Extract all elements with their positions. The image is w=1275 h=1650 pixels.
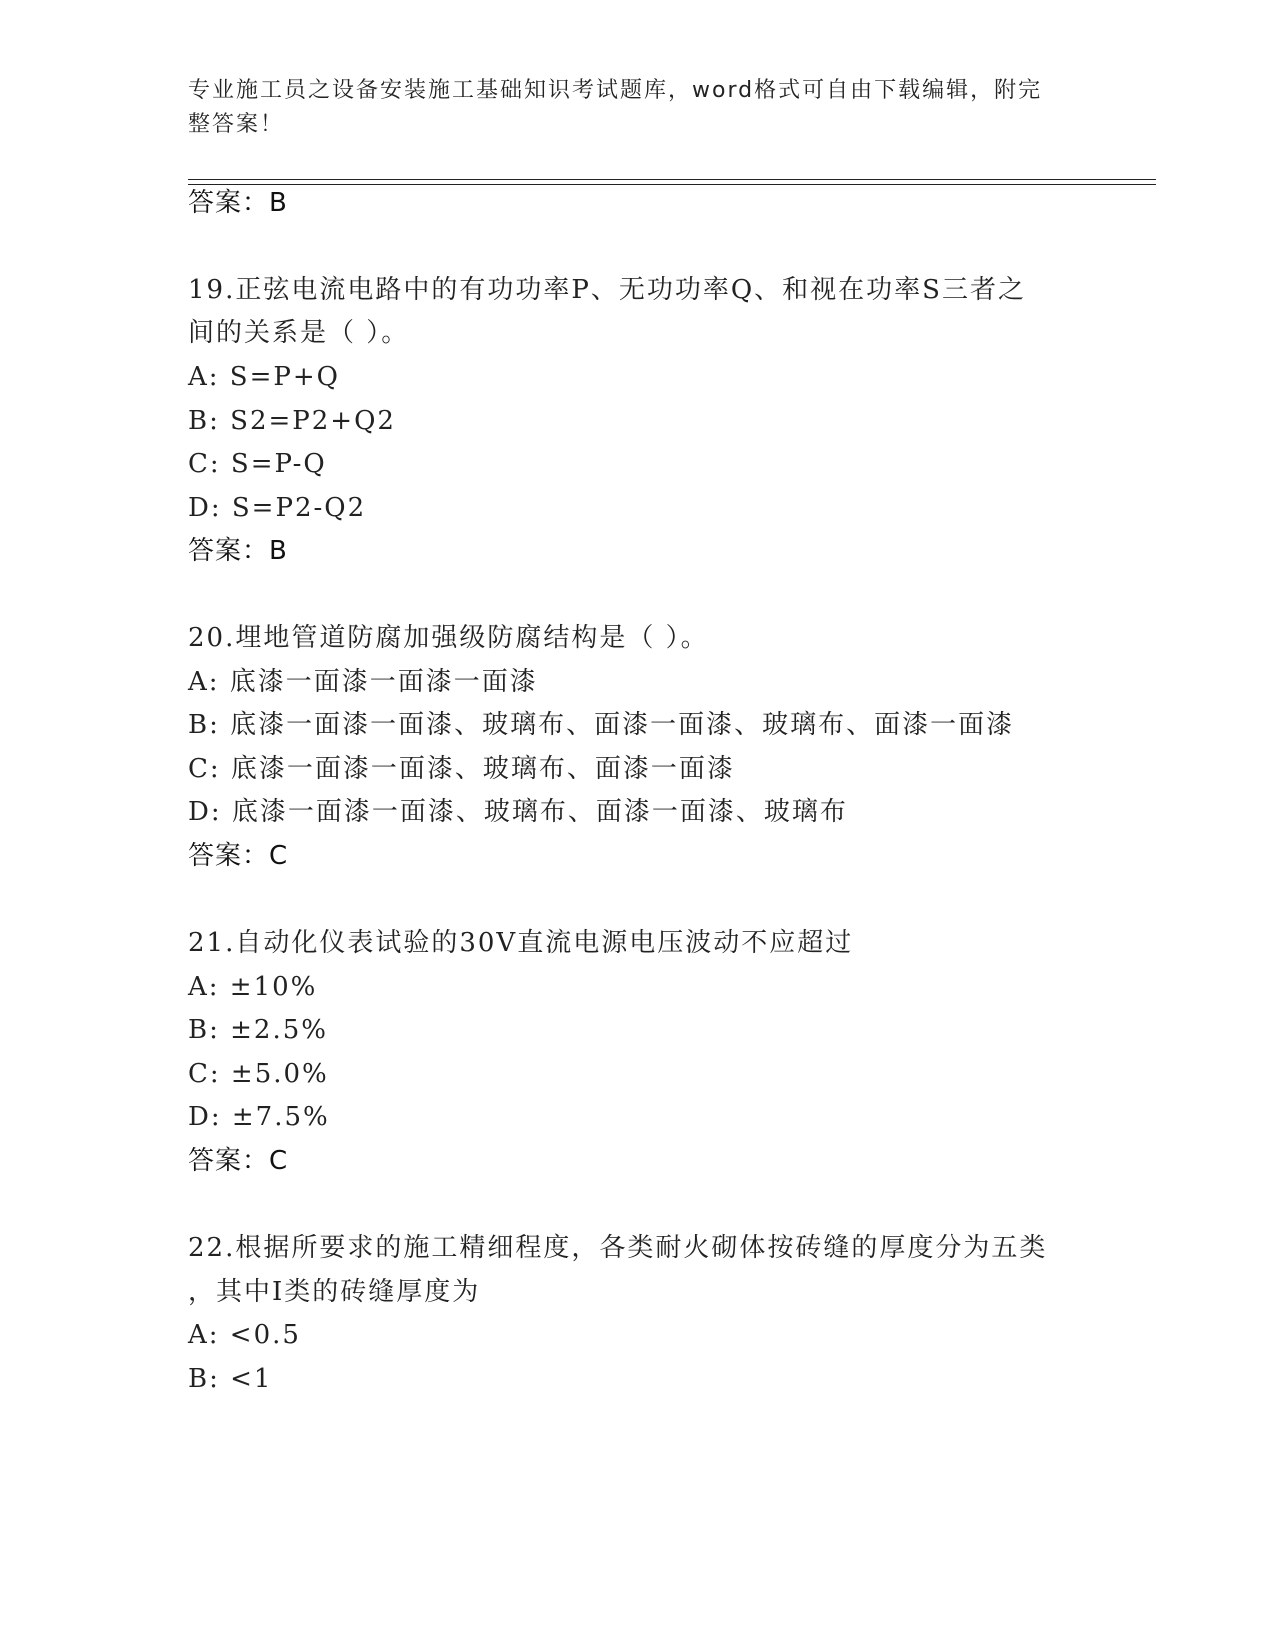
question-21-answer: 答案：C bbox=[188, 1146, 289, 1176]
question-19-stem-line-1: 19.正弦电流电路中的有功功率P、无功功率Q、和视在功率S三者之 bbox=[188, 275, 1026, 305]
header-divider-bottom bbox=[188, 184, 1156, 185]
question-21-stem-line-1: 21.自动化仪表试验的30V直流电源电压波动不应超过 bbox=[188, 928, 854, 958]
question-19-option-a: A: S=P+Q bbox=[188, 362, 340, 392]
question-20-option-b: B: 底漆一面漆一面漆、玻璃布、面漆一面漆、玻璃布、面漆一面漆 bbox=[188, 710, 1015, 740]
question-21-option-c: C: ±5.0% bbox=[188, 1059, 329, 1089]
question-22-stem-line-1: 22.根据所要求的施工精细程度，各类耐火砌体按砖缝的厚度分为五类 bbox=[188, 1233, 1048, 1263]
document-header-note bbox=[188, 74, 1068, 142]
question-21-option-b: B: ±2.5% bbox=[188, 1015, 328, 1045]
question-22-stem-line-2: ，其中I类的砖缝厚度为 bbox=[188, 1277, 481, 1307]
header-line-2: 整答案！ bbox=[188, 112, 285, 137]
question-20-option-d: D: 底漆一面漆一面漆、玻璃布、面漆一面漆、玻璃布 bbox=[188, 797, 848, 827]
question-19-option-b: B: S2=P2+Q2 bbox=[188, 406, 396, 436]
header-line-1: 专业施工员之设备安装施工基础知识考试题库，word格式可自由下载编辑，附完 bbox=[188, 78, 1043, 103]
question-22-option-a: A: <0.5 bbox=[188, 1320, 301, 1350]
header-divider-top bbox=[188, 179, 1156, 180]
question-21-option-a: A: ±10% bbox=[188, 972, 318, 1002]
question-20-stem-line-1: 20.埋地管道防腐加强级防腐结构是（ ）。 bbox=[188, 623, 709, 653]
question-20-option-c: C: 底漆一面漆一面漆、玻璃布、面漆一面漆 bbox=[188, 754, 735, 784]
question-20-answer: 答案：C bbox=[188, 841, 289, 871]
previous-answer: 答案：B bbox=[188, 188, 288, 218]
question-21-option-d: D: ±7.5% bbox=[188, 1102, 330, 1132]
question-19-answer: 答案：B bbox=[188, 536, 288, 566]
question-19-stem-line-2: 间的关系是（ ）。 bbox=[188, 318, 410, 348]
question-22-option-b: B: <1 bbox=[188, 1364, 273, 1394]
question-19-option-c: C: S=P-Q bbox=[188, 449, 327, 479]
question-19-option-d: D: S=P2-Q2 bbox=[188, 493, 367, 523]
question-20-option-a: A: 底漆一面漆一面漆一面漆 bbox=[188, 667, 538, 697]
